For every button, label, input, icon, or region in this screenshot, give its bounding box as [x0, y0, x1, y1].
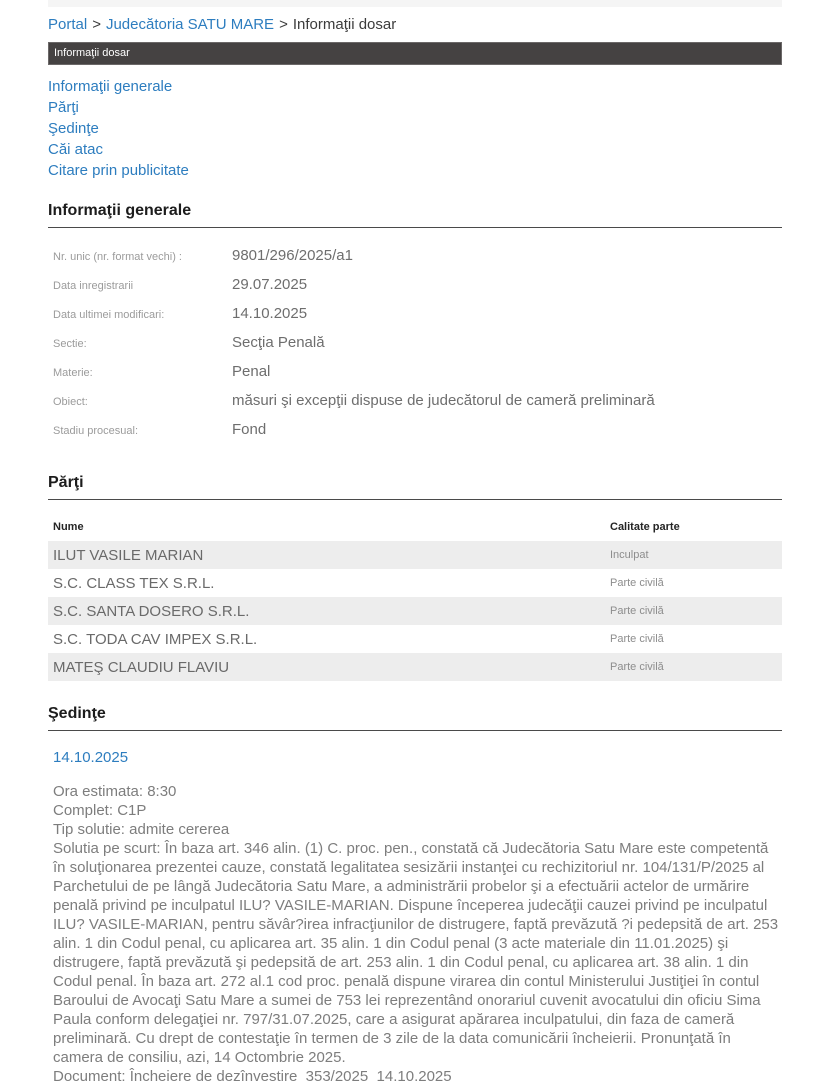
parties-heading: Părţi	[48, 474, 782, 500]
field-row-data-modificarii	[48, 305, 782, 334]
field-label: Obiect:	[53, 396, 88, 408]
field-label: Sectie:	[53, 338, 87, 350]
field-value-last-modified-date: 14.10.2025	[232, 305, 308, 322]
field-value-registration-date: 29.07.2025	[232, 276, 308, 293]
page-title-bar	[48, 42, 782, 65]
field-label: Data ultimei modificari:	[53, 309, 165, 321]
field-value-object: măsuri şi excepţii dispuse de judecătorul de cameră preliminară	[232, 392, 655, 409]
party-role: Parte civilă	[610, 633, 664, 645]
field-row-materie	[48, 363, 782, 392]
nav-link-cai-atac[interactable]: Căi atac	[48, 141, 104, 158]
field-label: Stadiu procesual:	[53, 425, 138, 437]
nav-link-citare-prin-publicitate[interactable]: Citare prin publicitate	[48, 162, 189, 179]
table-row	[48, 653, 782, 681]
session-date-link[interactable]: 14.10.2025	[53, 749, 129, 766]
breadcrumb-separator: >	[92, 16, 101, 33]
nav-link-parti[interactable]: Părţi	[48, 99, 79, 116]
field-row-stadiu-procesual	[48, 421, 782, 450]
field-value-section: Secţia Penală	[232, 334, 325, 351]
party-name: MATEŞ CLAUDIU FLAVIU	[53, 658, 230, 676]
party-name: S.C. CLASS TEX S.R.L.	[53, 574, 215, 592]
breadcrumb-current-page: Informaţii dosar	[292, 16, 397, 33]
general-info-fields	[48, 247, 782, 450]
table-row	[48, 569, 782, 597]
session-solution-type: Tip solutie: admite cererea	[53, 821, 230, 838]
table-row	[48, 597, 782, 625]
nav-link-informatii-generale[interactable]: Informaţii generale	[48, 78, 173, 95]
breadcrumb-portal-link[interactable]: Portal	[48, 16, 88, 33]
party-name: S.C. SANTA DOSERO S.R.L.	[53, 602, 250, 620]
field-row-obiect	[48, 392, 782, 421]
field-label: Materie:	[53, 367, 93, 379]
page-title: Informaţii dosar	[54, 47, 130, 59]
table-row	[48, 625, 782, 653]
top-strip	[48, 0, 782, 7]
column-header-name: Nume	[53, 521, 84, 533]
session-details	[53, 782, 782, 1086]
party-name: S.C. TODA CAV IMPEX S.R.L.	[53, 630, 258, 648]
field-label: Data inregistrarii	[53, 280, 134, 292]
field-label: Nr. unic (nr. format vechi) :	[53, 251, 182, 263]
session-panel: Complet: C1P	[53, 802, 147, 819]
breadcrumb-court-link[interactable]: Judecătoria SATU MARE	[105, 16, 275, 33]
table-row	[48, 541, 782, 569]
party-name: ILUT VASILE MARIAN	[53, 546, 204, 564]
nav-link-sedinte[interactable]: Şedinţe	[48, 120, 99, 137]
general-info-heading: Informaţii generale	[48, 202, 782, 228]
breadcrumb	[48, 16, 782, 34]
section-nav	[48, 76, 782, 181]
column-header-role: Calitate parte	[610, 521, 680, 533]
field-row-nr-unic	[48, 247, 782, 276]
session-solution-summary: Solutia pe scurt: În baza art. 346 alin. (1) C. proc. pen., constată că Judecătoria Satu Mare este competentă în soluţionarea prezentei cauze, constată legalitatea sesizării instanţei cu rechizitoriul nr. 104/131/P/2025 al Parchetului de pe lângă Judecătoria Satu Mare, a administrării probelor şi a efectuării actelor de urmărire penală privind pe inculpatul ILU? VASILE-MARIAN. Dispune începerea judecăţii cauzei privind pe inculpatul ILU? VASILE-MARIAN, pentru săvâr?irea infracţiunilor de distrugere, faptă prevăzută ?i pedepsită de art. 253 alin. 1 din Codul penal, cu aplicarea art. 35 alin. 1 din Codul penal (3 acte materiale din 11.01.2025) şi distrugere, faptă prevăzută şi pedepsită de art. 253 alin. 1 din Codul penal, cu aplicarea art. 38 alin. 1 din Codul penal. În baza art. 272 al.1 cod proc. penală dispune virarea din contul Ministerului Justiţiei în contul Baroului de Avocaţi Satu Mare a sumei de 753 lei reprezentând onorariul cuvenit avocatului din oficiu Sima Paula conform delegaţiei nr. 797/31.07.2025, care a asigurat apărarea inculpatului, din faza de cameră preliminară. Cu drept de contestaţie în termen de 3 zile de la data comunicării încheierii. Pronunţată în camera de consiliu, azi, 14 Octombrie 2025.	[53, 840, 783, 1066]
field-value-procedural-stage: Fond	[232, 421, 267, 438]
parties-table	[48, 515, 782, 681]
breadcrumb-separator: >	[279, 16, 288, 33]
field-row-sectie	[48, 334, 782, 363]
party-role: Parte civilă	[610, 605, 664, 617]
sessions-heading: Şedinţe	[48, 705, 782, 731]
parties-table-header-row	[48, 515, 782, 541]
field-row-data-inregistrarii	[48, 276, 782, 305]
party-role: Inculpat	[610, 549, 649, 561]
session-document: Document: Încheiere de dezînvestire 353/2025 14.10.2025	[53, 1068, 452, 1085]
session-estimated-time: Ora estimata: 8:30	[53, 783, 177, 800]
field-value-matter: Penal	[232, 363, 271, 380]
field-value-case-number: 9801/296/2025/a1	[232, 247, 353, 264]
party-role: Parte civilă	[610, 661, 664, 673]
party-role: Parte civilă	[610, 577, 664, 589]
